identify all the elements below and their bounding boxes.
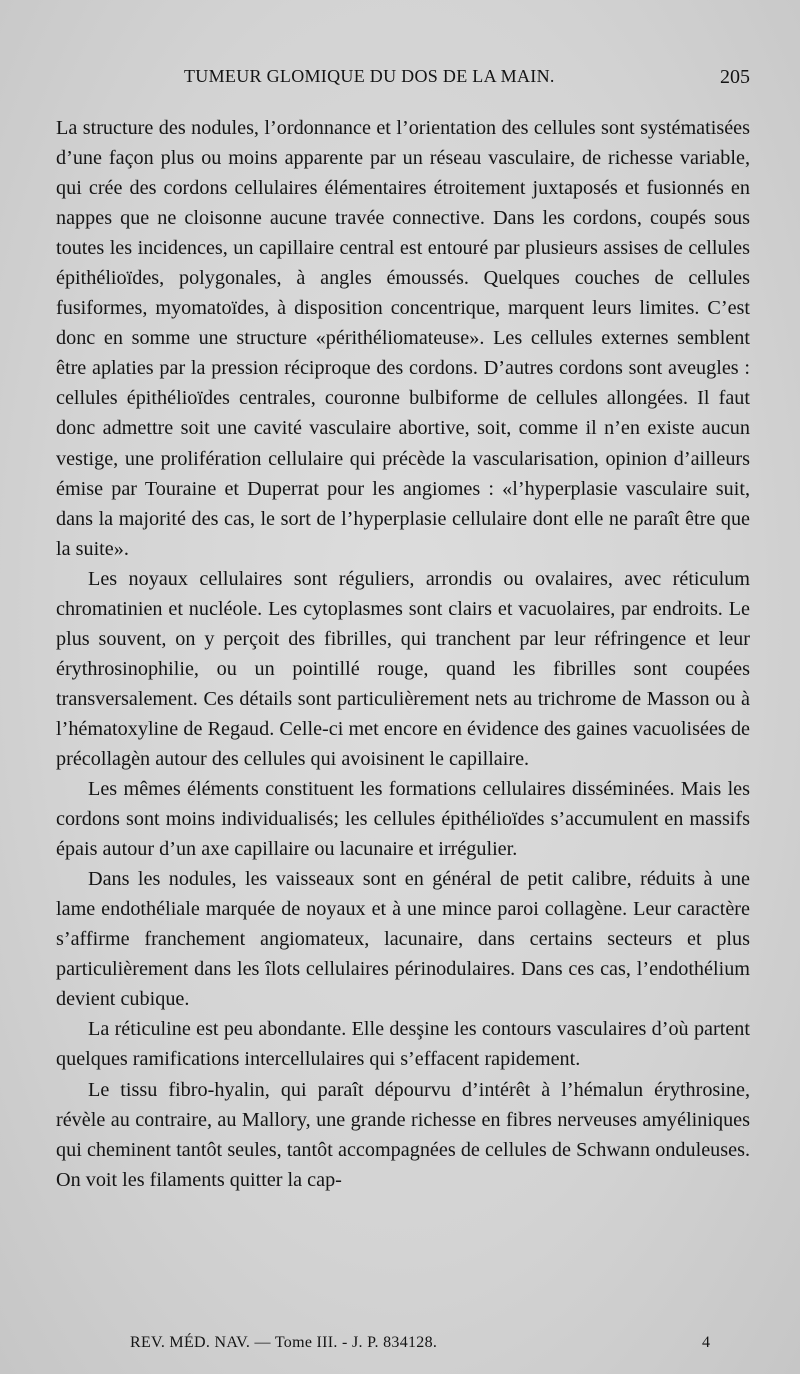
paragraph: Les noyaux cellulaires sont réguliers, arrondis ou ovalaires, avec réticulum chromatinien et nucléole. Les cytoplasmes sont clairs et vacuolaires, par endroits. Le plus souvent, on y perçoit des fibrilles, qui tranchent par leur réfringence et leur érythrosinophilie, ou un pointillé rouge, quand les fibrilles sont coupées transversalement. Ces détails sont particulièrement nets au trichrome de Masson ou à l’hématoxyline de Regaud. Celle-ci met encore en évidence des gaines vacuolisées de précollagèn autour des cellules qui avoisinent le capillaire. <box>56 567 750 770</box>
page-number: 205 <box>720 66 750 88</box>
footer-journal: REV. MÉD. NAV. — Tome III. - J. P. 834128. <box>130 1334 438 1351</box>
paragraph: La réticuline est peu abondante. Elle desşine les contours vasculaires d’où partent quelques ramifications intercellulaires qui s’effacent rapidement. <box>56 1018 750 1071</box>
paragraph: La structure des nodules, l’ordonnance et l’orientation des cellules sont systématisées d’une façon plus ou moins apparente par un réseau vasculaire, de richesse variable, qui crée des cordons cellulaires élémentaires étroitement juxtaposés et fusionnés en nappes que ne cloisonne aucune travée connective. Dans les cordons, coupés sous toutes les incidences, un capillaire central est entouré par plusieurs assises de cellules épithélioïdes, polygonales, à angles émoussés. Quelques couches de cellules fusiformes, myomatoïdes, à disposition concentrique, marquent leurs limites. C’est donc en somme une structure «périthéliomateuse». Les cellules externes semblent être aplaties par la pression réciproque des cordons. D’autres cordons sont aveugles : cellules épithélioïdes centrales, couronne bulbiforme de cellules allongées. Il faut donc admettre soit une cavité vasculaire abortive, soit, comme il n’en existe aucun vestige, une prolifération cellulaire qui précède la vascularisation, opinion d’ailleurs émise par Touraine et Duperrat pour les angiomes : «l’hyperplasie vasculaire suit, dans la majorité des cas, le sort de l’hyperplasie cellulaire dont elle ne paraît être que la suite». <box>56 117 750 560</box>
paragraph: Le tissu fibro-hyalin, qui paraît dépourvu d’intérêt à l’hémalun érythrosine, révèle au contraire, au Mallory, une grande richesse en fibres nerveuses amyéliniques qui cheminent tantôt seules, tantôt accompagnées de cellules de Schwann onduleuses. On voit les filaments quitter la cap- <box>56 1078 750 1191</box>
paragraph: Les mêmes éléments constituent les formations cellulaires disséminées. Mais les cordons sont moins individualisés; les cellules épithélioïdes s’accumulent en massifs épais autour d’un axe capillaire ou lacunaire et irrégulier. <box>56 778 750 861</box>
running-title: TUMEUR GLOMIQUE DU DOS DE LA MAIN. <box>184 66 555 86</box>
footer-signature: 4 <box>702 1334 710 1351</box>
page-footer <box>130 1334 710 1364</box>
paragraph: Dans les nodules, les vaisseaux sont en général de petit calibre, réduits à une lame endothéliale marquée de noyaux et à une mince paroi collagène. Leur caractère s’affirme franchement angiomateux, lacunaire, dans certains secteurs et plus particulièrement dans les îlots cellulaires périnodulaires. Dans ces cas, l’endothélium devient cubique. <box>56 868 750 1011</box>
body-text <box>56 113 750 1195</box>
page-header <box>60 62 750 96</box>
